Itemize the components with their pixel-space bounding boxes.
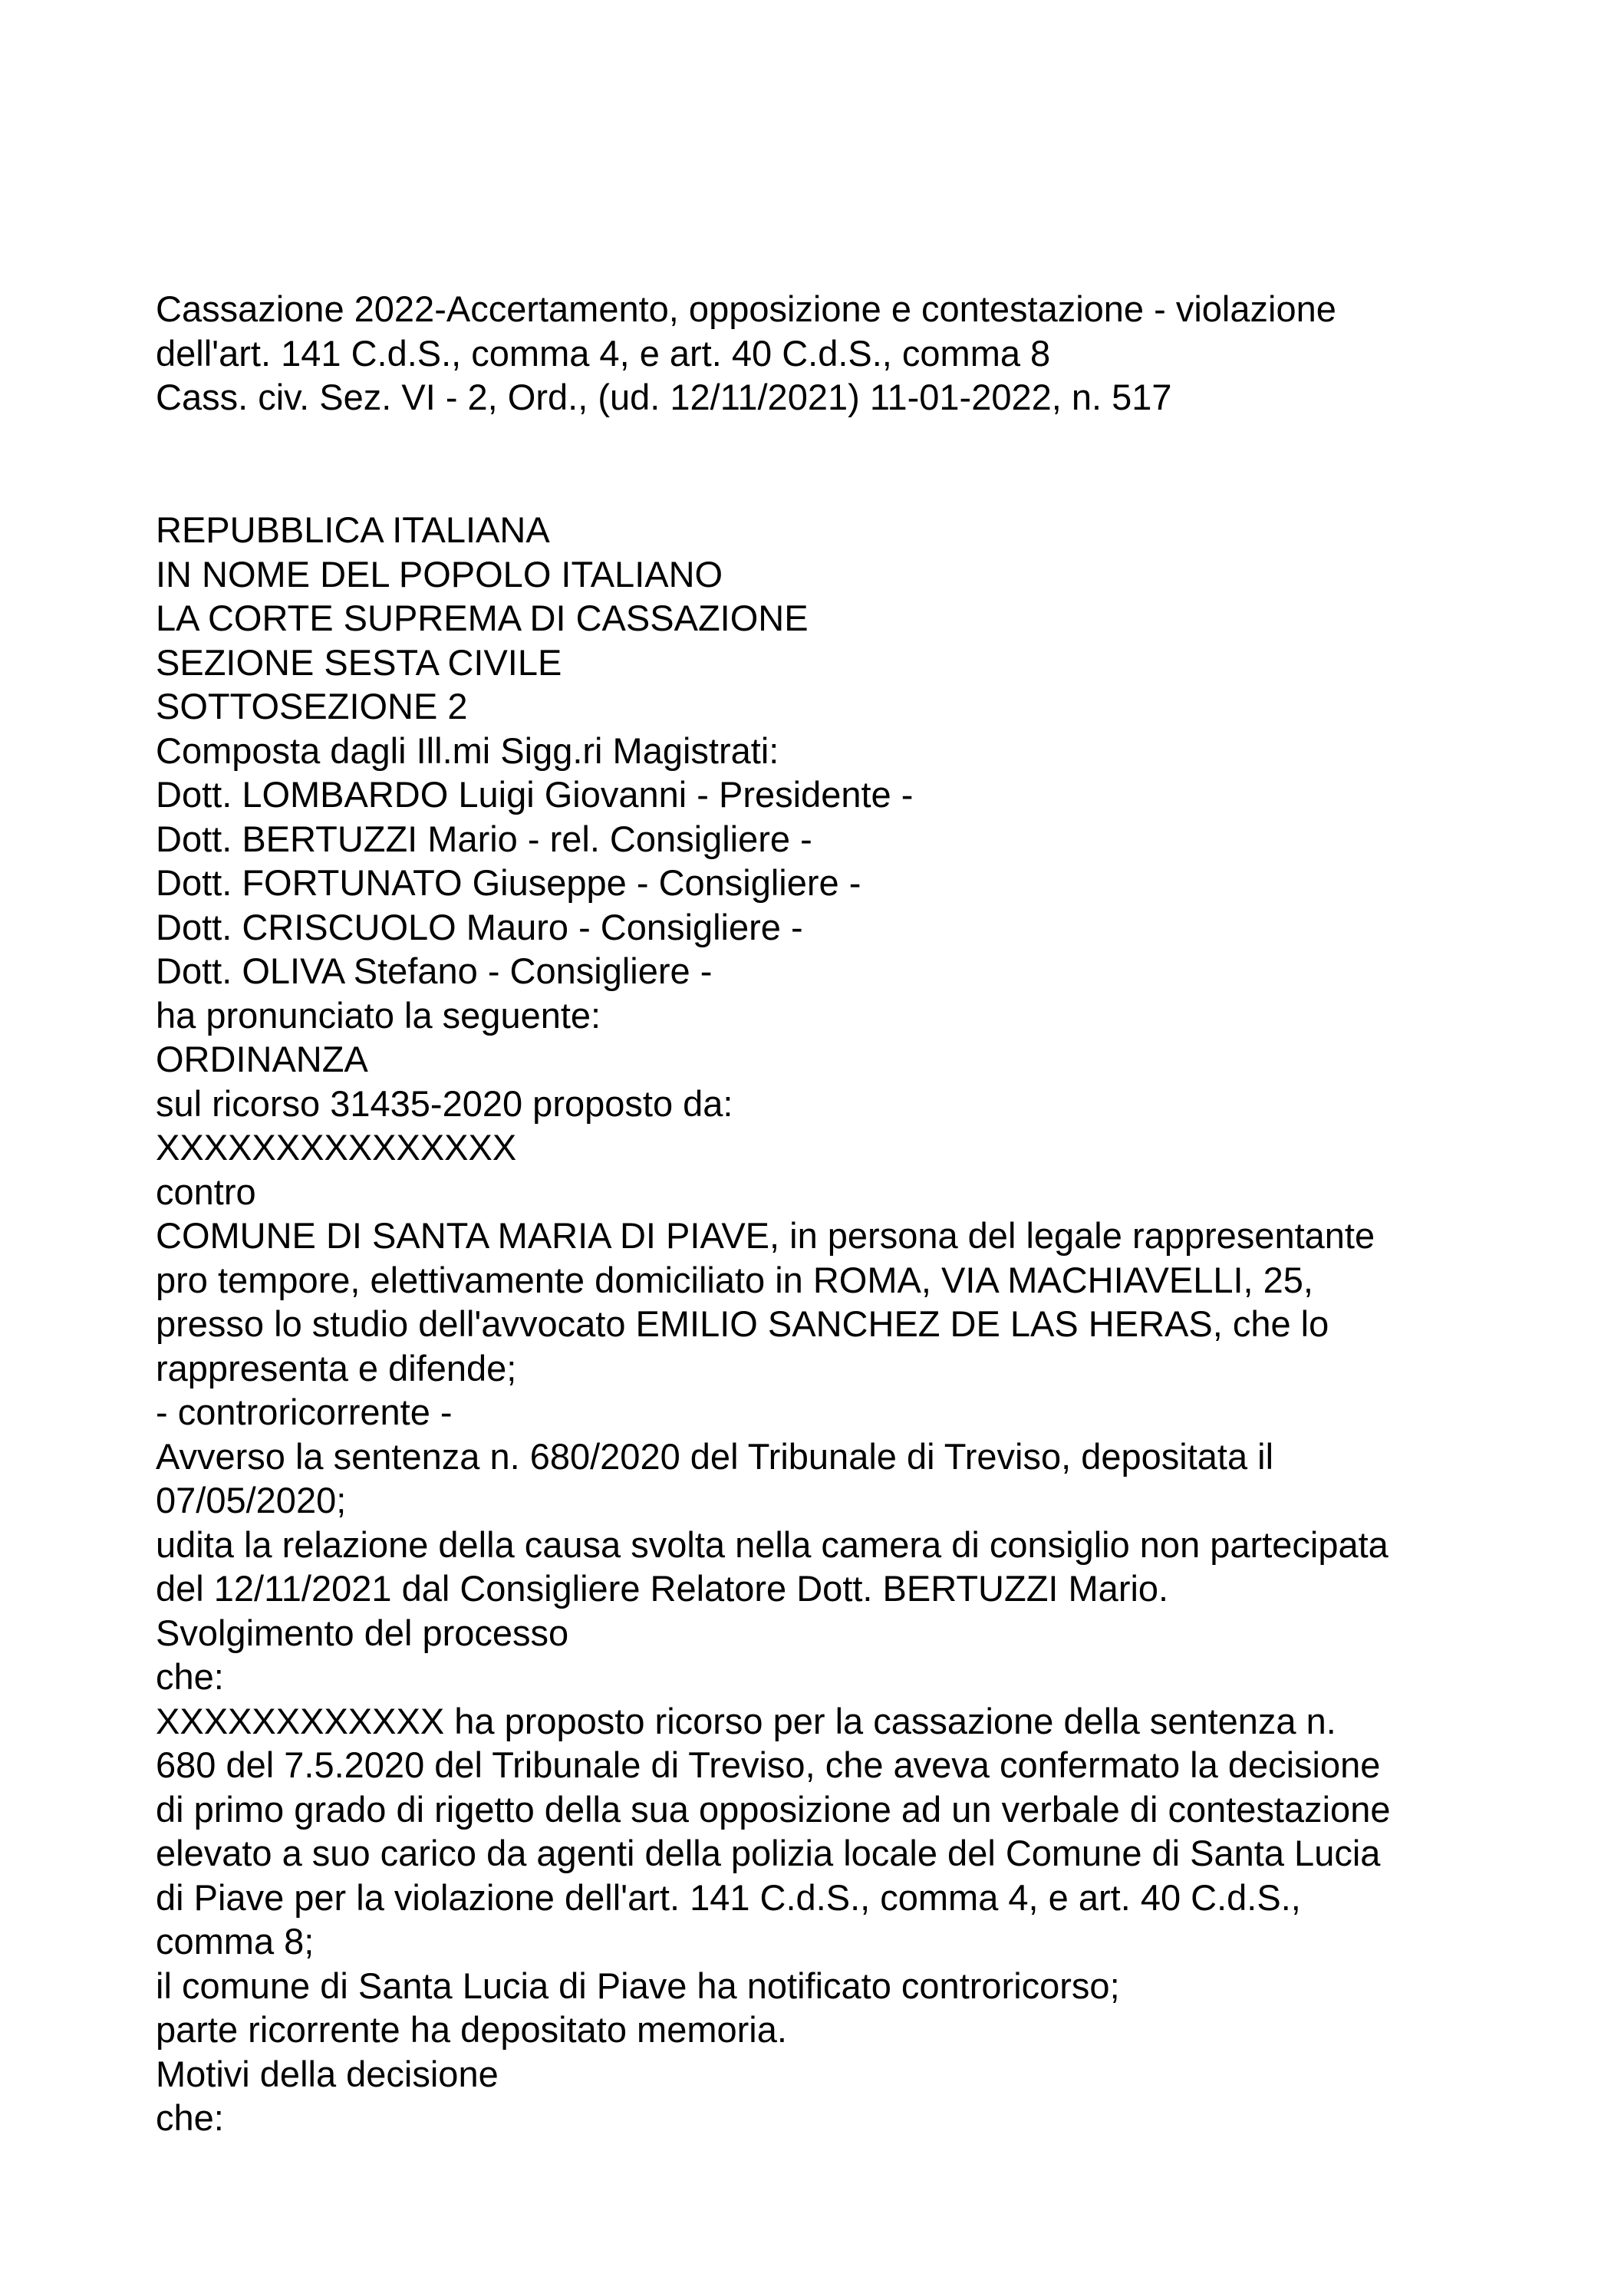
body-line: rappresenta e difende; [156,1347,517,1388]
body-line: COMUNE DI SANTA MARIA DI PIAVE, in persona del legale rappresentante [156,1215,1375,1256]
body-line: 680 del 7.5.2020 del Tribunale di Treviso, che aveva confermato la decisione [156,1744,1381,1785]
body-line: Dott. LOMBARDO Luigi Giovanni - Presidente - [156,774,914,815]
body-line: elevato a suo carico da agenti della polizia locale del Comune di Santa Lucia [156,1833,1381,1873]
body-line: REPUBBLICA ITALIANA [156,509,550,550]
body-line: Dott. OLIVA Stefano - Consigliere - [156,950,713,991]
body-line: sul ricorso 31435-2020 proposto da: [156,1082,733,1124]
body-line: IN NOME DEL POPOLO ITALIANO [156,553,723,595]
body-line: comma 8; [156,1921,315,1962]
body-line: Composta dagli Ill.mi Sigg.ri Magistrati: [156,730,779,771]
body-line: di primo grado di rigetto della sua opposizione ad un verbale di contestazione [156,1788,1391,1830]
body-line: - controricorrente - [156,1392,453,1432]
header-line: Cassazione 2022-Accertamento, opposizione e contestazione - violazione [156,288,1336,329]
document-body [156,508,1506,2140]
body-line: 07/05/2020; [156,1480,347,1520]
header-line: Cass. civ. Sez. VI - 2, Ord., (ud. 12/11/2021) 11-01-2022, n. 517 [156,377,1172,417]
header-line: dell'art. 141 C.d.S., comma 4, e art. 40 C.d.S., comma 8 [156,332,1051,374]
body-line: di Piave per la violazione dell'art. 141 C.d.S., comma 4, e art. 40 C.d.S., [156,1876,1301,1918]
body-line: XXXXXXXXXXXXXXX [156,1127,517,1168]
body-line: pro tempore, elettivamente domiciliato in ROMA, VIA MACHIAVELLI, 25, [156,1259,1313,1300]
body-line: il comune di Santa Lucia di Piave ha notificato controricorso; [156,1965,1120,2006]
body-line: del 12/11/2021 dal Consigliere Relatore Dott. BERTUZZI Mario. [156,1568,1169,1609]
body-line: ha pronunciato la seguente: [156,994,601,1036]
body-line: Dott. FORTUNATO Giuseppe - Consigliere - [156,862,861,903]
body-line: che: [156,2097,224,2138]
body-line: parte ricorrente ha depositato memoria. [156,2009,787,2050]
body-line: Svolgimento del processo [156,1612,569,1653]
document-header [156,287,1506,420]
body-line: che: [156,1656,224,1697]
body-line: presso lo studio dell'avvocato EMILIO SANCHEZ DE LAS HERAS, che lo [156,1303,1329,1344]
body-line: Motivi della decisione [156,2053,499,2094]
body-line: XXXXXXXXXXXX ha proposto ricorso per la cassazione della sentenza n. [156,1700,1336,1741]
body-line: Dott. CRISCUOLO Mauro - Consigliere - [156,906,803,947]
body-line: Dott. BERTUZZI Mario - rel. Consigliere - [156,818,812,859]
body-line: SOTTOSEZIONE 2 [156,686,468,726]
body-line: contro [156,1171,256,1212]
body-line: Avverso la sentenza n. 680/2020 del Tribunale di Treviso, depositata il [156,1435,1274,1477]
body-line: SEZIONE SESTA CIVILE [156,641,562,683]
body-line: LA CORTE SUPREMA DI CASSAZIONE [156,598,809,638]
body-line: udita la relazione della causa svolta nella camera di consiglio non partecipata [156,1524,1388,1565]
body-line: ORDINANZA [156,1039,368,1079]
